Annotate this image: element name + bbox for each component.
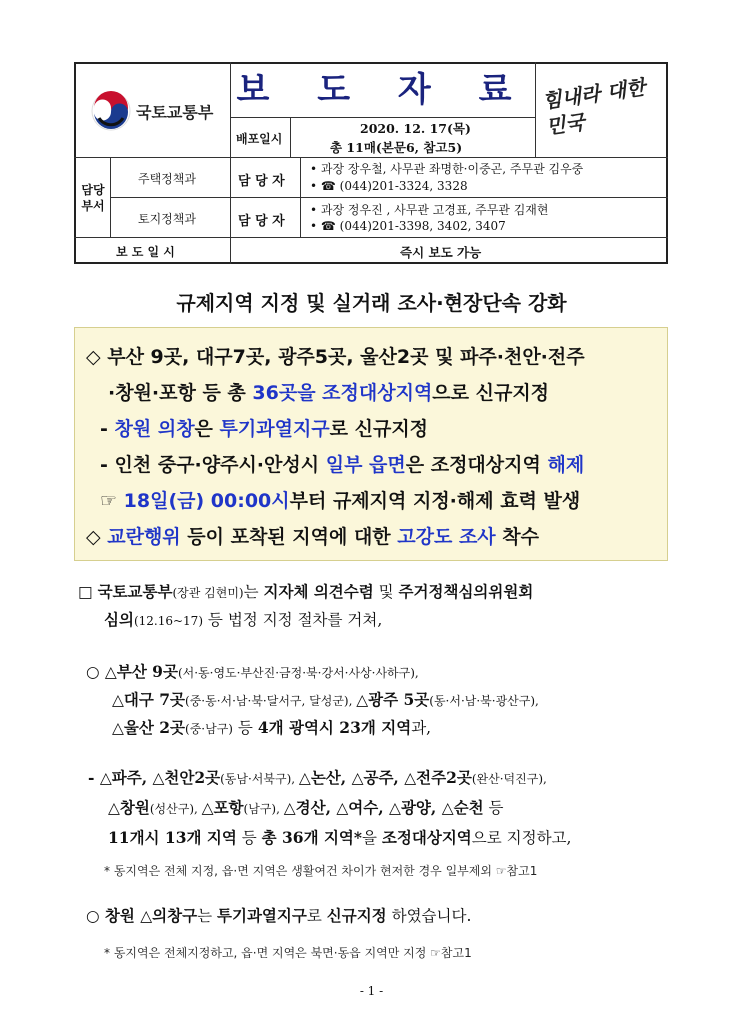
contact-label-housing: 담 당 자 — [238, 174, 285, 189]
summary-line: - 인천 중구·양주시·안성시 일부 읍면은 조정대상지역 해제 — [100, 454, 585, 476]
distribution-label: 배포일시 — [236, 132, 283, 146]
divider — [110, 197, 668, 198]
report-time-value: 즉시 보도 가능 — [400, 245, 482, 260]
summary-line: ☞ 18일(금) 00:00시부터 규제지역 지정·해제 효력 발생 — [100, 490, 581, 512]
footnote: * 동지역은 전체지정하고, 읍·면 지역은 북면·동읍 지역만 지정 ☞참고1 — [104, 946, 472, 960]
list-item: - △파주, △천안2곳(동남·서북구), △논산, △공주, △전주2곳(완산·덕진구), — [88, 768, 547, 787]
body-paragraph: 심의(12.16~17) 등 법정 지정 절차를 거쳐, — [104, 610, 383, 629]
dept-name-land: 토지정책과 — [138, 212, 196, 226]
taegeuk-icon — [90, 90, 132, 132]
dept-label: 담당 부서 — [81, 183, 105, 213]
divider — [230, 157, 231, 264]
headline: 규제지역 지정 및 실거래 조사·현장단속 강화 — [176, 291, 567, 315]
list-item: ○ 창원 △의창구는 투기과열지구로 신규지정 하였습니다. — [86, 906, 472, 925]
list-item: ○ △부산 9곳(서·동·영도·부산진·금정·북·강서·사상·사하구), — [86, 662, 419, 681]
distribution-date: 2020. 12. 17(목) — [360, 121, 471, 136]
dept-name-housing: 주택정책과 — [138, 172, 196, 186]
press-release-title: 보 도 자 료 — [236, 70, 530, 110]
divider — [74, 237, 668, 238]
ministry-logo — [90, 90, 132, 132]
divider — [74, 157, 668, 158]
page-count: 총 11매(본문6, 참고5) — [330, 140, 463, 155]
slogan-text: 힘내라 대한민국 — [540, 74, 647, 139]
divider — [230, 117, 535, 118]
ministry-name: 국토교통부 — [136, 103, 214, 122]
contact-people-land: • 과장 정우진 , 사무관 고경표, 주무관 김재현 — [310, 203, 549, 217]
divider — [230, 62, 231, 157]
list-item: △창원(성산구), △포항(남구), △경산, △여수, △광양, △순천 등 — [108, 798, 504, 817]
divider — [535, 62, 536, 157]
report-time-label: 보 도 일 시 — [116, 245, 175, 259]
list-item: △대구 7곳(중·동·서·남·북·달서구, 달성군), △광주 5곳(동·서·남·북·광산구), — [112, 690, 539, 709]
list-item: 11개시 13개 지역 등 총 36개 지역*을 조정대상지역으로 지정하고, — [108, 828, 572, 847]
summary-line: ◇ 교란행위 등이 포착된 지역에 대한 고강도 조사 착수 — [86, 526, 539, 548]
summary-line: ·창원·포항 등 총 36곳을 조정대상지역으로 신규지정 — [108, 382, 550, 404]
footnote: * 동지역은 전체 지정, 읍·면 지역은 생활여건 차이가 현저한 경우 일부제외 ☞참고1 — [104, 864, 538, 878]
summary-line: ◇ 부산 9곳, 대구7곳, 광주5곳, 울산2곳 및 파주·천안·전주 — [86, 346, 585, 368]
contact-label-land: 담 당 자 — [238, 214, 285, 229]
contact-phone-housing: • ☎ (044)201-3324, 3328 — [310, 179, 468, 193]
body-paragraph: □ 국토교통부(장관 김현미)는 지자체 의견수렴 및 주거정책심의위원회 — [78, 582, 534, 601]
summary-line: - 창원 의창은 투기과열지구로 신규지정 — [100, 418, 429, 440]
contact-people-housing: • 과장 장우철, 사무관 좌명한·이중곤, 주무관 김우중 — [310, 162, 584, 176]
list-item: △울산 2곳(중·남구) 등 4개 광역시 23개 지역과, — [112, 718, 432, 737]
contact-phone-land: • ☎ (044)201-3398, 3402, 3407 — [310, 219, 506, 233]
divider — [290, 117, 291, 157]
page-number: - 1 - — [359, 984, 384, 998]
